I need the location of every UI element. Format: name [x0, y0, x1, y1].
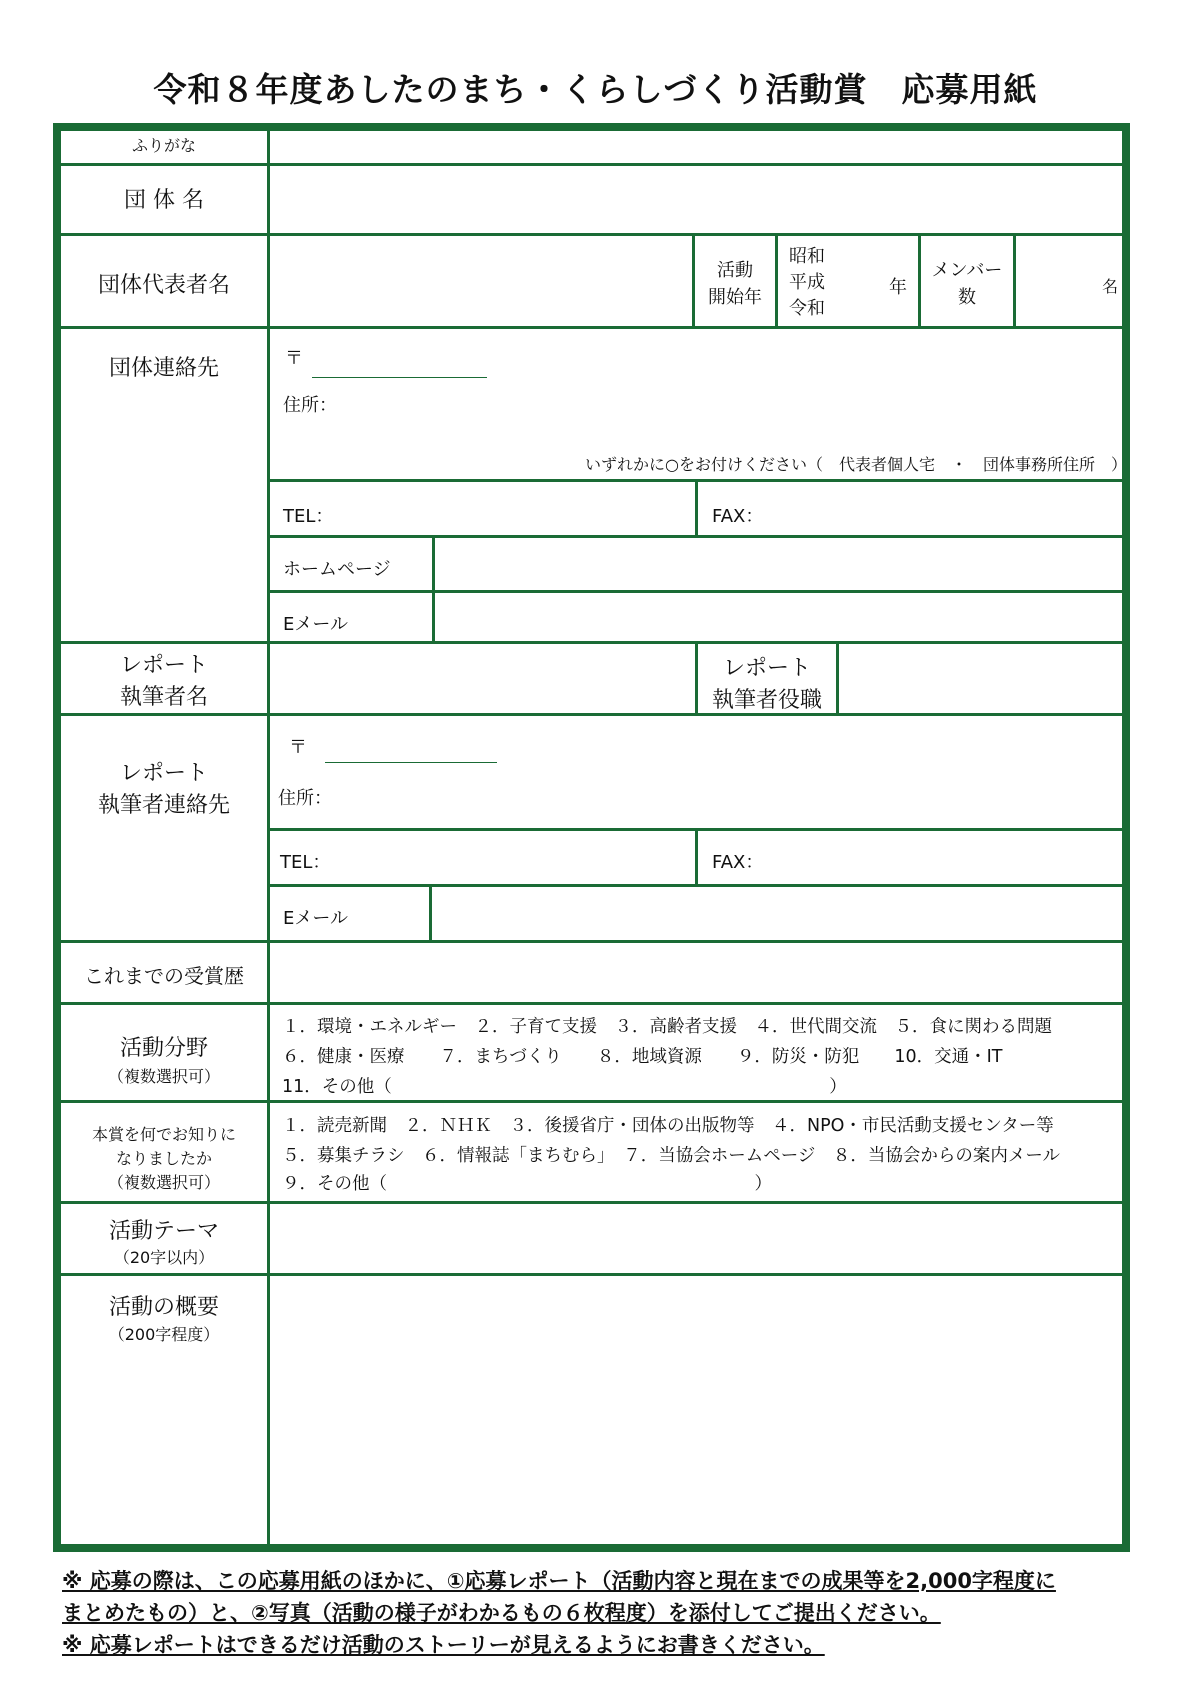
theme-field[interactable]	[270, 1204, 1120, 1273]
how-known-options-1[interactable]: １．読売新聞 ２．ＮＨＫ ３．後援省庁・団体の出版物等 ４．NPO・市民活動支援センター等	[282, 1116, 1054, 1136]
furigana-field[interactable]	[270, 130, 1120, 163]
group-name-field[interactable]	[270, 166, 1120, 233]
writer-postal-code-field[interactable]	[325, 762, 497, 763]
activity-field-label: 活動分野	[119, 1036, 208, 1061]
writer-tel-label: TEL：	[280, 852, 331, 873]
members-label-2: 数	[958, 287, 976, 308]
members-unit: 名	[1102, 277, 1119, 296]
how-known-label-3: （複数選択可）	[107, 1173, 220, 1192]
cell-divider	[695, 828, 698, 884]
group-email-label: Eメール	[283, 614, 349, 635]
how-known-options-2[interactable]: ５．募集チラシ ６．情報誌「まちむら」 ７．当協会ホームページ ８．当協会からの案内メール	[282, 1146, 1061, 1166]
address-label: 住所：	[283, 395, 337, 416]
writer-email-field[interactable]	[432, 887, 1120, 940]
activity-field-options-3[interactable]: 11．その他（ ）	[282, 1077, 847, 1097]
activity-field-sub: （複数選択可）	[107, 1067, 220, 1086]
era-reiwa[interactable]: 令和	[789, 298, 825, 319]
cell-divider	[695, 479, 698, 535]
representative-field[interactable]	[270, 236, 690, 326]
summary-field[interactable]	[270, 1276, 1120, 1544]
postal-mark: 〒	[285, 348, 303, 369]
members-label-1: メンバー	[931, 260, 1003, 281]
year-unit: 年	[889, 277, 907, 298]
furigana-label: ふりがな	[131, 136, 196, 155]
row-divider	[61, 713, 1124, 716]
activity-field-options-1[interactable]: １．環境・エネルギー ２．子育て支援 ３．高齢者支援 ４．世代間交流 ５．食に関わる問題	[282, 1017, 1052, 1037]
postal-code-field[interactable]	[312, 377, 487, 378]
group-name-label: 団 体 名	[124, 188, 204, 213]
awards-field[interactable]	[270, 943, 1120, 1002]
note-line-3: ※ 応募レポートはできるだけ活動のストーリーが見えるようにお書きください。	[62, 1633, 825, 1657]
cell-divider	[775, 233, 778, 326]
group-contact-label: 団体連絡先	[108, 356, 219, 381]
writer-postal-mark: 〒	[289, 737, 307, 758]
activity-start-label-1: 活動	[717, 260, 753, 281]
group-tel-label: TEL：	[283, 506, 334, 527]
era-showa[interactable]: 昭和	[789, 246, 825, 267]
note-line-2: まとめたもの）と、②写真（活動の様子がわかるもの６枚程度）を添付してご提出ください。	[62, 1601, 941, 1625]
writer-name-label-1: レポート	[119, 653, 208, 678]
row-divider	[61, 1002, 1124, 1005]
homepage-label: ホームページ	[283, 559, 391, 580]
writer-email-label: Eメール	[283, 908, 349, 929]
how-known-label-2: なりましたか	[115, 1149, 212, 1168]
awards-label: これまでの受賞歴	[84, 964, 244, 988]
summary-sub: （200字程度）	[108, 1325, 220, 1344]
era-heisei[interactable]: 平成	[789, 272, 825, 293]
writer-contact-label-1: レポート	[119, 761, 208, 786]
writer-title-field[interactable]	[839, 644, 1119, 713]
representative-label: 団体代表者名	[97, 273, 230, 298]
writer-title-label-2: 執筆者役職	[711, 688, 822, 713]
group-email-field[interactable]	[435, 593, 1120, 641]
activity-field-options-2[interactable]: ６．健康・医療 ７．まちづくり ８．地域資源 ９．防災・防犯 10．交通・IT	[282, 1047, 1003, 1067]
group-fax-label: FAX：	[712, 506, 764, 527]
writer-contact-label-2: 執筆者連絡先	[97, 793, 230, 818]
page-title: 令和８年度あしたのまち・くらしづくり活動賞 応募用紙	[153, 70, 1038, 109]
writer-title-label-1: レポート	[722, 656, 811, 681]
writer-fax-label: FAX：	[712, 852, 764, 873]
writer-name-label-2: 執筆者名	[119, 685, 208, 710]
residence-type-note[interactable]: いずれかに○をお付けください（ 代表者個人宅 ・ 団体事務所住所 ）	[585, 455, 1127, 474]
summary-label: 活動の概要	[108, 1295, 219, 1320]
row-divider	[61, 326, 1124, 329]
how-known-options-3[interactable]: ９．その他（ ）	[282, 1174, 772, 1194]
homepage-field[interactable]	[435, 538, 1120, 590]
writer-name-field[interactable]	[270, 644, 693, 713]
note-line-1: ※ 応募の際は、この応募用紙のほかに、①応募レポート（活動内容と現在までの成果等を2,000字程度に	[62, 1569, 1056, 1593]
theme-sub: （20字以内）	[113, 1248, 215, 1267]
activity-start-label-2: 開始年	[708, 287, 762, 308]
members-field[interactable]	[1016, 236, 1096, 326]
row-divider	[61, 1100, 1124, 1103]
writer-address-label: 住所：	[278, 788, 332, 809]
theme-label: 活動テーマ	[108, 1219, 219, 1244]
how-known-label-1: 本賞を何でお知りに	[91, 1125, 236, 1144]
